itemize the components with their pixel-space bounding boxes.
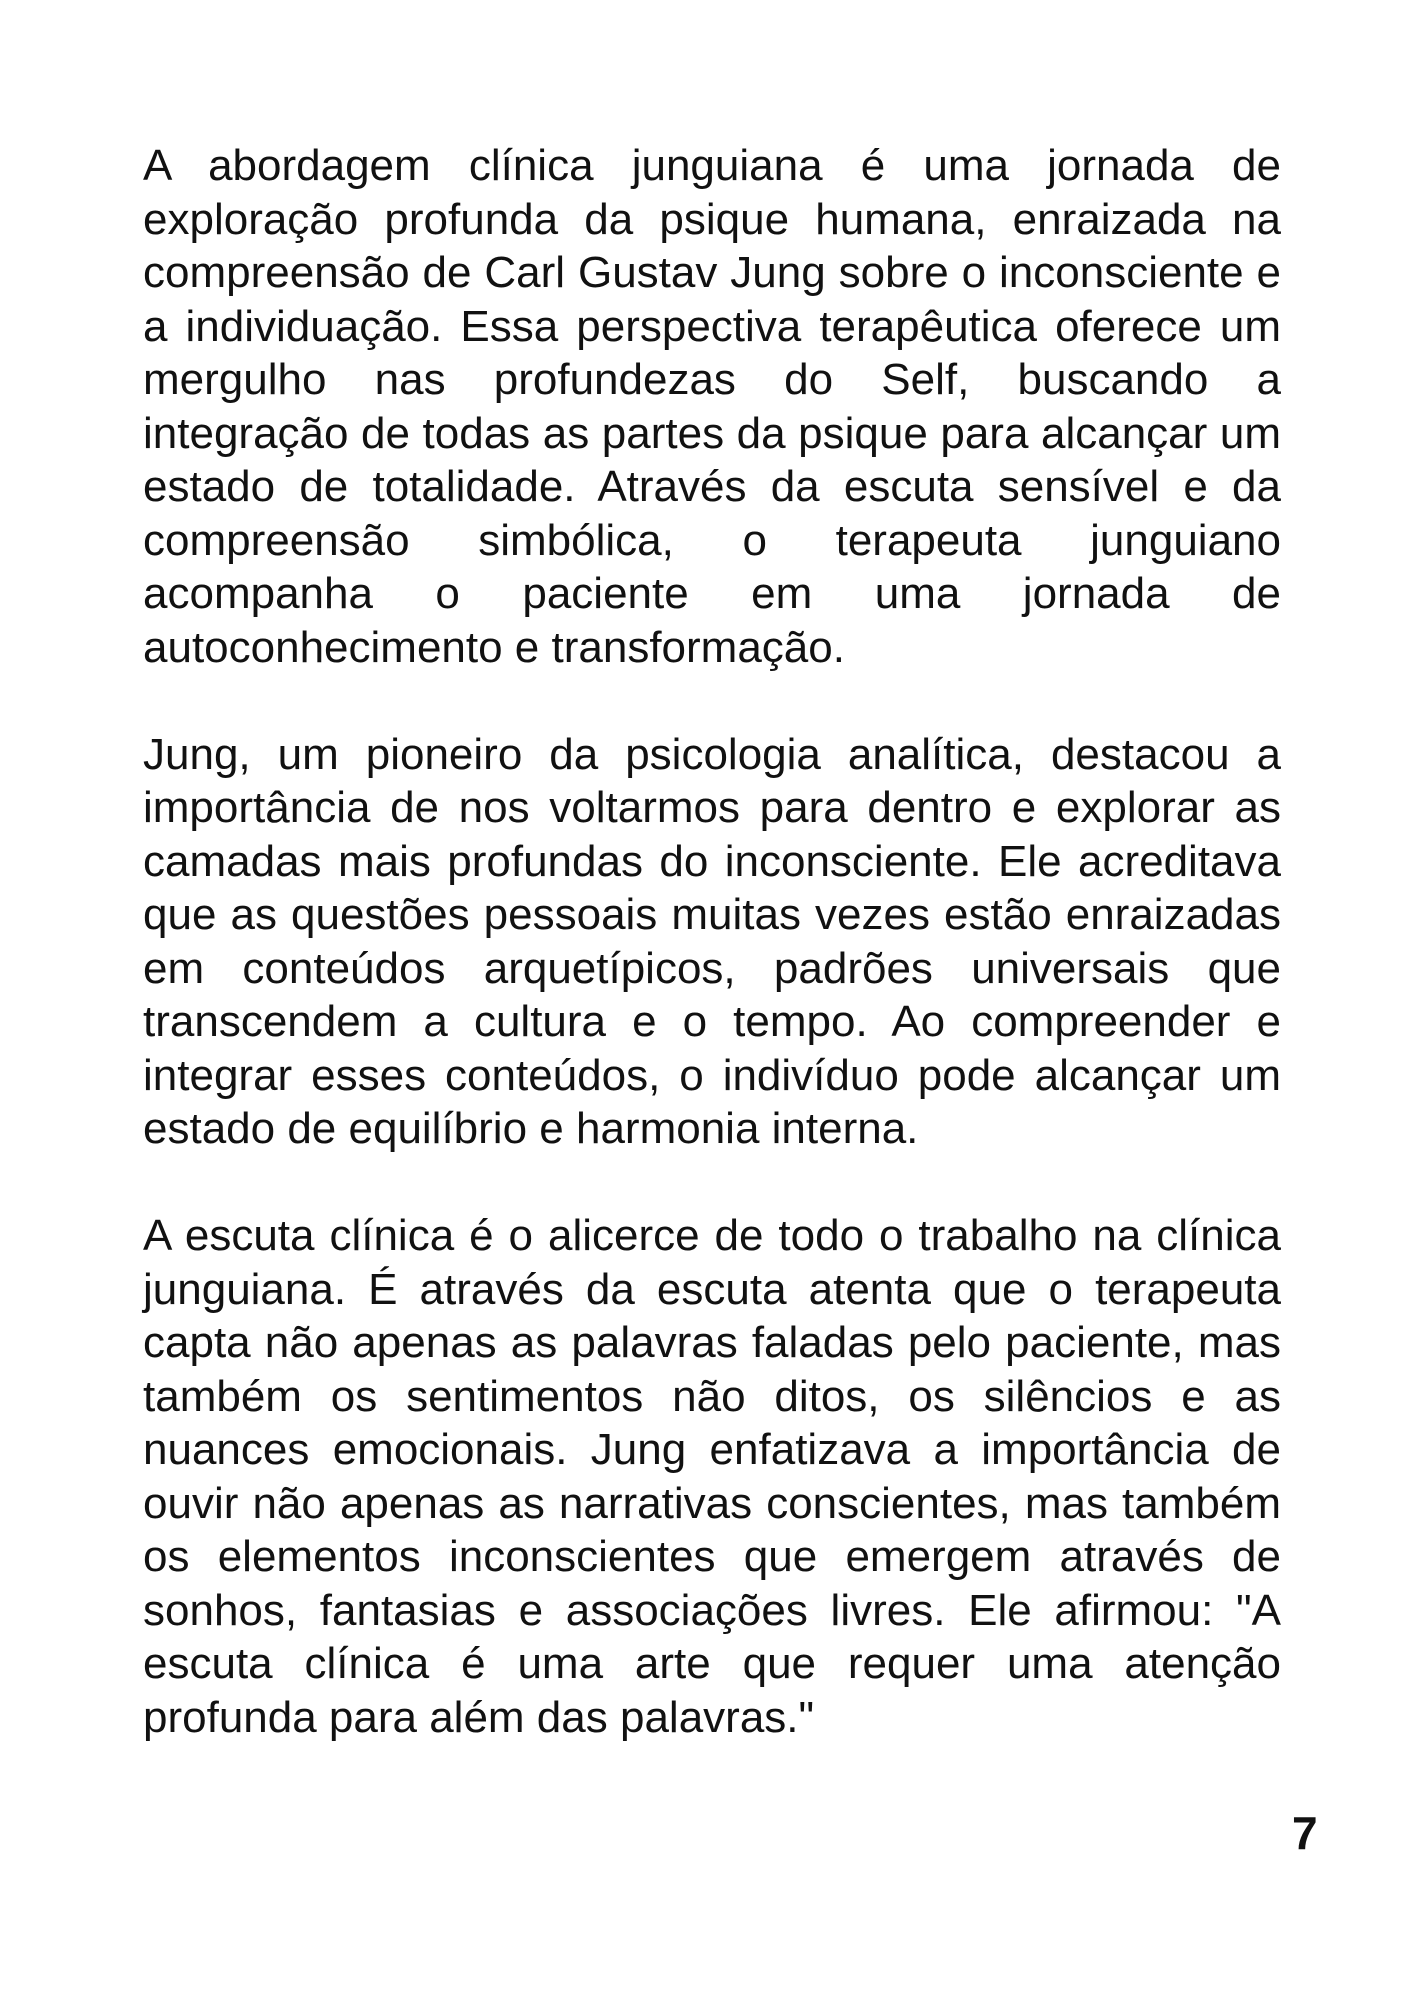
paragraph-1: A abordagem clínica junguiana é uma jornada de exploração profunda da psique humana, enraizada na compreensão de Carl Gustav Jung sobre o inconsciente e a individuação. Essa perspectiva terapêutica oferece um mergulho nas profundezas do Self, buscando a integração de todas as partes da psique para alcançar um estado de totalidade. Através da escuta sensível e da compreensão simbólica, o terapeuta junguiano acompanha o paciente em uma jornada de autoconhecimento e transformação. <box>143 141 1281 672</box>
body-text <box>143 139 1281 1744</box>
paragraph-3: A escuta clínica é o alicerce de todo o trabalho na clínica junguiana. É através da escuta atenta que o terapeuta capta não apenas as palavras faladas pelo paciente, mas também os sentimentos não ditos, os silêncios e as nuances emocionais. Jung enfatizava a importância de ouvir não apenas as narrativas conscientes, mas também os elementos inconscientes que emergem através de sonhos, fantasias e associações livres. Ele afirmou: "A escuta clínica é uma arte que requer uma atenção profunda para além das palavras." <box>143 1211 1281 1742</box>
paragraph-2: Jung, um pioneiro da psicologia analítica, destacou a importância de nos voltarmos para dentro e explorar as camadas mais profundas do inconsciente. Ele acreditava que as questões pessoais muitas vezes estão enraizadas em conteúdos arquetípicos, padrões universais que transcendem a cultura e o tempo. Ao compreender e integrar esses conteúdos, o indivíduo pode alcançar um estado de equilíbrio e harmonia interna. <box>143 729 1281 1153</box>
page-number: 7 <box>1292 1807 1318 1859</box>
